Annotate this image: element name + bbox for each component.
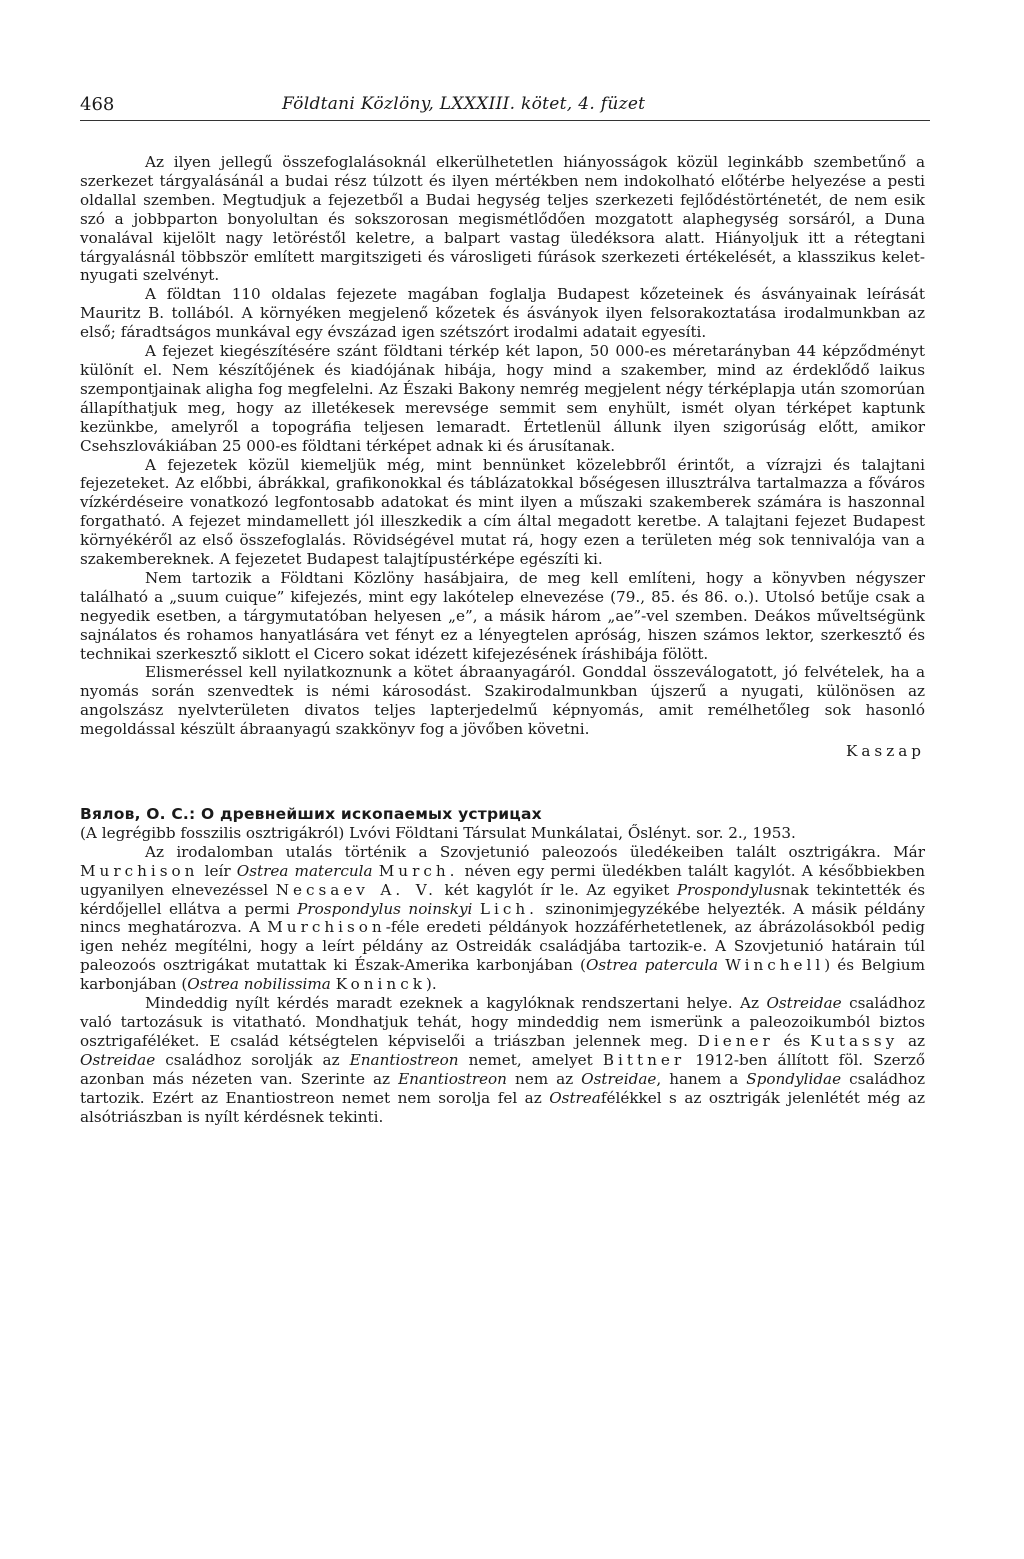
running-title: Földtani Közlöny, LXXXIII. kötet, 4. füzet [282, 94, 646, 114]
reviewer-signature: Kaszap [846, 742, 925, 761]
review-citation: (A legrégibb fosszilis osztrigákról) Lvóvi Földtani Társulat Munkálatai, Őslényt. sor. 2., 1953. [80, 823, 796, 842]
running-header [80, 92, 930, 121]
paragraph: A földtan 110 oldalas fejezete magában foglalja Budapest kőzeteinek és ásványainak leírását Mauritz B. tollából. A környéken megjelenő kőzetek és ásványok ilyen felsorakoztatása irodalmunkban az első; fáradtságos munkával egy évszázad igen szétszórt irodalmi adatait egyesíti. [80, 285, 925, 342]
page-number: 468 [80, 94, 115, 115]
review-author: Вялов, О. С.: [80, 805, 196, 823]
article-body [80, 153, 925, 1126]
paragraph: Nem tartozik a Földtani Közlöny hasábjaira, de meg kell említeni, hogy a könyvben négyszer található a „suum cuique” kifejezés, mint egy lakótelep elnevezése (79., 85. és 86. o.). Utolsó betűje csak a negyedik esetben, a tárgymutatóban helyesen „e”, a másik három „ae”-vel szemben. Deákos műveltségünk sajnálatos és rohamos hanyatlására vet fényt ez a lényegtelen apróság, hiszen számos lektor, szerkesztő és technikai szerkesztő siklott el Cicero sokat idézett kifejezésének íráshibája fölött. [80, 568, 925, 663]
paragraph: Elismeréssel kell nyilatkoznunk a kötet ábraanyagáról. Gonddal összeválogatott, jó felvételek, ha a nyomás során szenvedtek is némi károsodást. Szakirodalmunkban újszerű a nyugati, különösen az angolszász nyelvterületen divatos teljes lapterjedelmű képnyomás, amit remélhetőleg sok hasonló megoldással készült ábraanyagú szakkönyv fog a jövőben követni. [80, 663, 925, 739]
paragraph: A fejezet kiegészítésére szánt földtani térkép két lapon, 50 000-es méretarányban 44 képződményt különít el. Nem készítőjének és kiadójának hibája, hogy mind a szakember, mind az érdeklődő laikus szempontjainak aligha fog megfelelni. Az Északi Bakony nemrég megjelent négy térképlapja után szomorúan állapíthatjuk meg, hogy az illetékesek merevsége semmit sem enyhült, ismét olyan térképet kaptunk kezünkbe, amelyről a topográfia teljesen lemaradt. Értetlenül állunk ilyen szigorúság előtt, amikor Csehszlovákiában 25 000-es földtani térképet adnak ki és árusítanak. [80, 342, 925, 455]
paragraph: Az ilyen jellegű összefoglalásoknál elkerülhetetlen hiányosságok közül leginkább szembetűnő a szerkezet tárgyalásánál a budai rész túlzott és ilyen mértékben nem indokolható előtérbe helyezése a pesti oldallal szemben. Megtudjuk a fejezetből a Budai hegység teljes szerkezeti fejlődéstörténetét, de nem esik szó a jobbparton bonyolultan és sokszorosan megismétlődően mozgatott alaphegység sorsáról, a Duna vonalával kijelölt nagy letöréstől keletre, a balpart vastag üledéksora alatt. Hiányoljuk itt a rétegtani tárgyalásnál többször említett margitszigeti és városligeti fúrások szerkezeti értékelését, a klasszikus kelet-nyugati szelvényt. [80, 153, 925, 285]
paragraph: A fejezetek közül kiemeljük még, mint bennünket közelebbről érintőt, a vízrajzi és talajtani fejezeteket. Az előbbi, ábrákkal, grafikonokkal és táblázatokkal bőségesen illusztrálva tartalmazza a főváros vízkérdéseire vonatkozó legfontosabb adatokat és mint ilyen a műszaki szakemberek számára is haszonnal forgatható. A fejezet mindamellett jól illeszkedik a cím által megadott keretbe. A talajtani fejezet Budapest környékéről az első összefoglalás. Rövidségével mutat rá, hogy ezen a területen még sok tennivalója van a szakembereknek. A fejezetet Budapest talajtípustérképe egészíti ki. [80, 455, 925, 569]
review-work-title: О древнейших ископаемых устрицах [195, 805, 542, 823]
review-paragraph: Mindeddig nyílt kérdés maradt ezeknek a kagylóknak rendszertani helye. Az Ostreidae családhoz való tartozásuk is vitatható. Mondhatjuk tehát, hogy mindeddig nem ismerünk a paleozoikumból biztos osztrigaféléket. E család kétségtelen képviselői a triászban jelennek meg. Diener és Kutassy az Ostreidae családhoz sorolják az Enantiostreon nemet, amelyet Bittner 1912-ben állított föl. Szerző azonban más nézeten van. Szerinte az Enantiostreon nem az Ostreidae, hanem a Spondylidae családhoz tartozik. Ezért az Enantiostreon nemet nem sorolja fel az Ostreafélékkel s az osztrigák jelenlétét még az alsótriászban is nyílt kérdésnek tekinti. [80, 994, 926, 1126]
review-title [80, 805, 925, 824]
review-paragraph: Az irodalomban utalás történik a Szovjetunió paleozoós üledékeiben talált osztrigákra. Már Murchison leír Ostrea matercula Murch. néven egy permi üledékben talált kagylót. A későbbiekben ugyanilyen elnevezéssel Necsaev A. V. két kagylót ír le. Az egyiket Prospondylusnak tekintették és kérdőjellel ellátva a permi Prospondylus noinskyi Lich. szinonimjegyzékébe helyezték. A másik példány nincs meghatározva. A Murchison-féle eredeti példányok hozzáférhetetlenek, az ábrázolásokból pedig igen nehéz megítélni, hogy a leírt példány az Ostreidák családjába tartozik-e. A Szovjetunió határain túl paleozoós osztrigákat mutattak ki Észak-Amerika karbonjában (Ostrea patercula Winchell) és Belgium karbonjában (Ostrea nobilissima Koninck). [80, 842, 926, 994]
